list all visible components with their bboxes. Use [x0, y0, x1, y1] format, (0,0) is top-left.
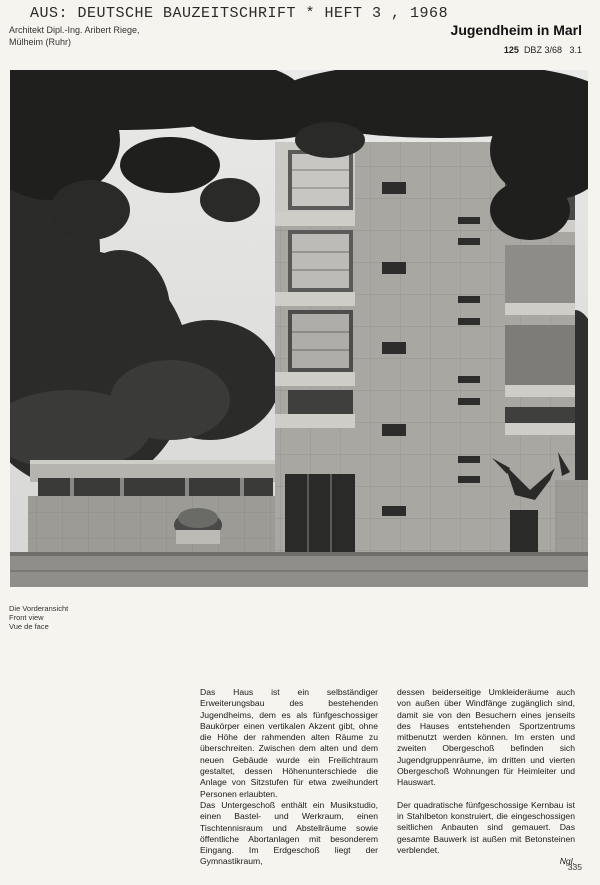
reference-journal: DBZ 3/68 — [523, 45, 562, 55]
journal-reference — [504, 45, 582, 55]
building-photo — [10, 70, 588, 587]
architect-city: Mülheim (Ruhr) — [9, 37, 72, 47]
paragraph: Das Untergeschoß enthält ein Musikstudio, einen Bastel- und Werkraum, einen Tischtennisraum und Abstellräume sowie öffentliche Abortanlagen mit besonderem Eingang. Im Erdgeschoß liegt der Gymnastikraum, — [200, 799, 378, 867]
caption-german: Die Vorderansicht — [9, 604, 69, 613]
author-signature: Ngl. — [559, 856, 575, 867]
photo-caption — [9, 604, 68, 631]
paragraph: dessen beiderseitige Umkleideräume auch von außen über Windfänge zugänglich sind, damit sie von den Besuchern eines jenseits des Hauses entstehenden Sportzentrums mitbenutzt werden können. Im ersten und zweiten Obergeschoß befinden sich Jugendgruppenräume, im dritten und vierten Obergeschoß Wohnungen für Heimleiter und Hauswart. — [397, 687, 575, 788]
reference-number: 125 — [503, 45, 519, 55]
text-column-right — [397, 687, 575, 867]
paragraph-gap — [397, 789, 575, 800]
page-title: Jugendheim in Marl — [450, 22, 582, 38]
reference-section: 3.1 — [569, 45, 582, 55]
architect-name: Architekt Dipl.-Ing. Aribert Riege, — [9, 25, 140, 35]
caption-french: Vue de face — [9, 622, 49, 631]
paragraph: Der quadratische fünfgeschossige Kernbau ist in Stahlbeton konstruiert, die eingeschossigen seitlichen Anbauten sind gemauert. Das gesamte Bauwerk ist außen mit Betonsteinen verblendet. — [397, 799, 575, 855]
text-column-left — [200, 687, 378, 868]
caption-english: Front view — [9, 613, 44, 622]
building-photo-illustration — [10, 70, 588, 587]
source-stamp: AUS: DEUTSCHE BAUZEITSCHRIFT * HEFT 3 , 1968 — [30, 5, 449, 22]
page-number: 335 — [567, 862, 582, 872]
architect-credit — [9, 24, 140, 48]
paragraph: Das Haus ist ein selbständiger Erweiterungsbau des bestehenden Jugendheims, dem es als fünfgeschossiger Baukörper einen vertikalen Akzent gibt, ohne die Höhe der rahmenden alten Räume zu überschreiten. Zwischen dem alten und dem neuen Gebäude wurde ein Freilichtraum gestaltet, dessen Höhenunterschiede die Anlage von Sitzstufen für etwa zweihundert Personen erlaubten. — [200, 687, 378, 799]
